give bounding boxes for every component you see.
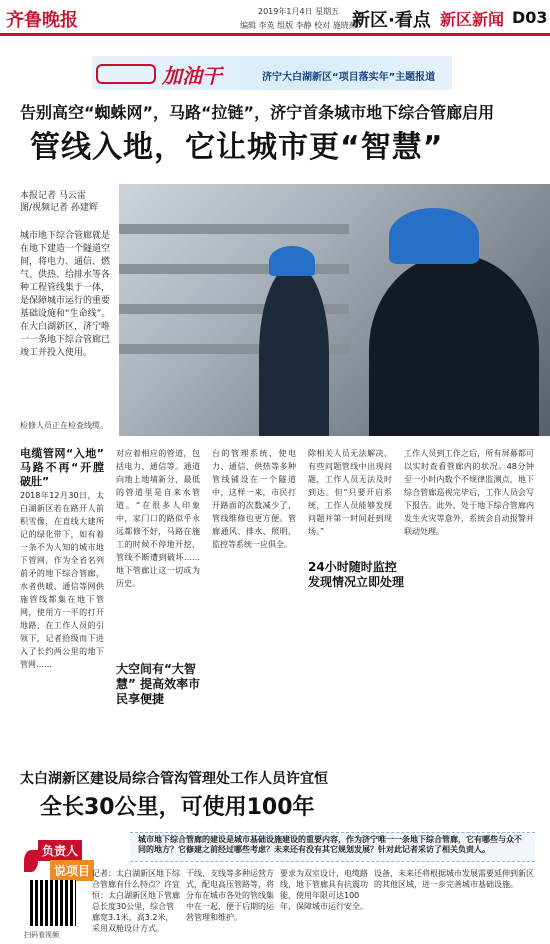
- column-text: 2018年12月30日，太白湖新区若在路开人前积雪像，在直线大建所记的绿化带下，如有着一条不为人知的城市地下管网，作为全省名列前矛的地下综合管廊，水者供暖、通信等网供施管线都集在地下管网，使用方一平的打开地路，在工作人员的引领下，记者拾级而下进入了长约两公里的地下管网……: [20, 491, 104, 669]
- newspaper-logo: 齐鲁晚报: [6, 10, 78, 31]
- inspection-photo: [119, 184, 550, 436]
- photographer-line: 图/视频记者 孙建辉: [20, 203, 98, 213]
- leaf-icon: [24, 850, 38, 872]
- campaign-banner: [92, 56, 452, 90]
- bottom-subhead: 太白湖新区建设局综合管沟管理处工作人员许宜恒: [20, 771, 328, 787]
- bottom-column-2: 干线、支线等多种运营方式，配电高压管路等，将分布在城市各处的管线集中在一起，便于后期的运营管理和维护。: [186, 869, 274, 922]
- editors-line: 编辑 李英 组版 李静 校对 施晓燕: [240, 21, 357, 30]
- body-column-1: [20, 447, 104, 671]
- body-column-4: [308, 447, 392, 538]
- helmet-icon: [269, 246, 315, 276]
- column-text: 台的管理系统，使电力、通信、供热等多种管线铺设在一个隧道中，这样一来，市民打开路面的次数减少了，管线维修也更方便。管廊通风、排水、照明、监控等系统一应俱全。: [212, 449, 296, 549]
- body-column-3: [212, 447, 296, 551]
- column-subheading: 大空间有“大智慧” 提高效率市民享便捷: [116, 662, 201, 706]
- worker-figure: [369, 254, 539, 436]
- column-text: 对应着相应的管道，包括电力、通信等。通道向地上地埔新分，最低的管道里是自来水管道。“在很多人印象中，家门口的路似乎永远都修不好，马路在施工的时候不停地开挖，管线不断遭到破坏……地下管廊让这一切成为历史。: [116, 449, 200, 588]
- badge-label-b: 说项目: [50, 860, 94, 881]
- bottom-headline: 全长30公里，可使用100年: [40, 795, 315, 820]
- article-headline: 管线入地，它让城市更“智慧”: [30, 130, 444, 165]
- badge-label-a: 负责人: [38, 840, 82, 861]
- body-column-2: [116, 447, 200, 590]
- photo-caption: 检修人员正在检查线缆。: [20, 421, 108, 430]
- bottom-column-1: 记者：太白湖新区地下综合管廊有什么特点？许宜恒：太白湖新区地下管廊总长度30公里，综合管廊宽3.1米，高3.2米，采用双舱设计方式。: [92, 869, 180, 933]
- worker-figure: [259, 264, 329, 436]
- qr-label: 扫码看视频: [24, 931, 59, 939]
- column-subheading: 24小时随时监控 发现情况立即处理: [308, 560, 405, 589]
- qr-code[interactable]: [30, 880, 76, 926]
- section-title: 新区·看点: [352, 10, 431, 31]
- cable-tray: [119, 224, 349, 234]
- bottom-column-4: 设备，未来还将根据城市发展需要延伸到新区的其他区域，进一步完善城市基础设施。: [374, 869, 534, 889]
- banner-tag: 济宁大白湖新区“项目落实年”主题报道: [262, 72, 436, 83]
- section-red-title: 新区新闻: [440, 10, 505, 29]
- bottom-column-3: 要求为双室设计，电缆路线，地下管廊具有抗震功能，使用年限可达100年，保障城市运行安全。: [280, 869, 368, 911]
- body-column-5: [404, 447, 534, 538]
- bottom-intro: 城市地下综合管廊的建设是城市基础设施建设的重要内容，作为济宁唯一一条地下综合管廊，它有哪些与众不同的地方？它修建之前经过哪些考虑？未来还有没有其它规划发展？针对此记者采访了相关负责人。: [130, 832, 535, 862]
- byline: [20, 190, 98, 214]
- page-number: D03: [512, 8, 548, 27]
- page-header: [0, 0, 550, 36]
- article-lead: 城市地下综合管廊就是在地下建造一个隧道空间，将电力、通信、燃气、供热、给排水等各种工程管线集于一体，是保障城市运行的重要基础设施和“生命线”。在大白湖新区，济宁唯一一条地下综合管廊已竣工并投入使用。: [20, 231, 111, 358]
- column-heading: 电缆管网“入地” 马路不再“开膛破肚”: [20, 447, 104, 488]
- column-text: 工作人员到工作之后，所有屏幕都可以实时查看管廊内的状况。48分钟至一小时内数个不规律监测点，地下综合管廊巡视完毕后，工作人员会写下报告。此外，处于地下综合管廊内发生火灾等意外，系统会自动报警并联动处理。: [404, 449, 534, 536]
- article-subhead: 告别高空“蜘蛛网”，马路“拉链”，济宁首条城市地下综合管廊启用: [20, 103, 495, 122]
- banner-slogan: 加油干: [162, 64, 222, 88]
- car-icon: [96, 64, 156, 84]
- issue-date: 2019年1月4日 星期五: [258, 7, 340, 16]
- helmet-icon: [389, 208, 479, 264]
- column-text: 除相关人员无法解决，有些问题管线中出现问题，工作人员无法及时到达。但“只要开启系统，工作人员能够发现问题并第一时间赶到现场。”: [308, 449, 392, 536]
- reporter-line: 本报记者 马云雷: [20, 191, 86, 201]
